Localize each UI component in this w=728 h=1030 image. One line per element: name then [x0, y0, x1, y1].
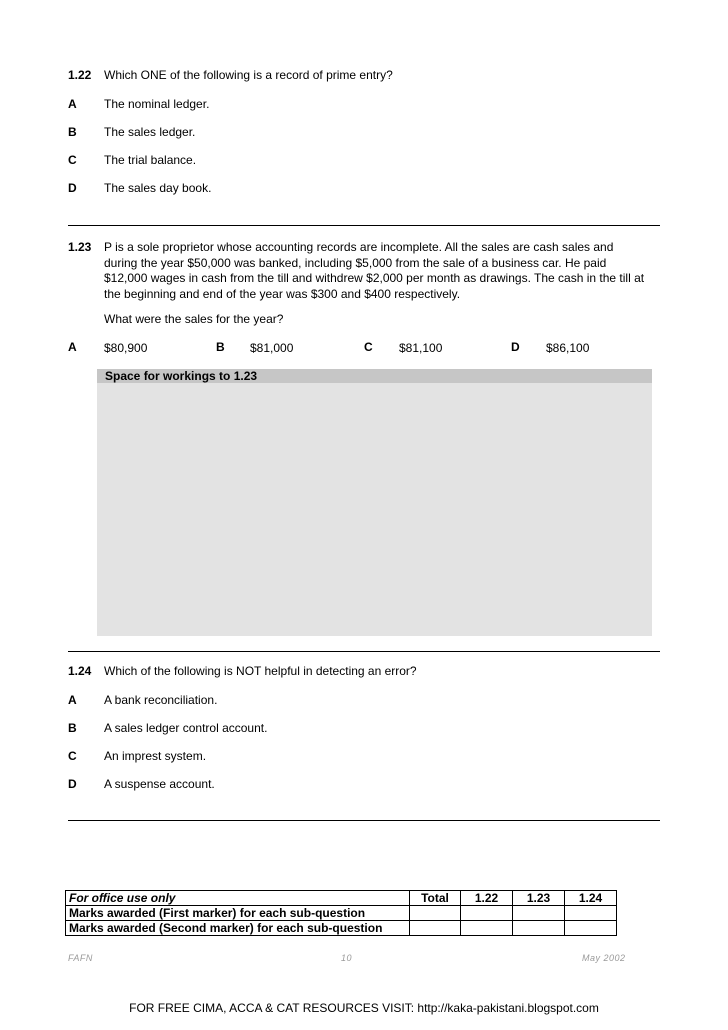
column-header-1-23: 1.23	[513, 891, 565, 906]
workings-header	[97, 369, 652, 383]
question-line: $12,000 wages in cash from the till and withdrew $2,000 per month as drawings. The cash in the till at	[104, 271, 645, 285]
option-letter-a: A	[68, 97, 77, 111]
footer-date: May 2002	[582, 953, 626, 963]
question-text-1-23	[104, 240, 660, 302]
table-row	[66, 891, 617, 906]
mark-cell[interactable]	[513, 906, 565, 921]
question-line: P is a sole proprietor whose accounting records are incomplete. All the sales are cash sales and	[104, 240, 614, 254]
mark-cell[interactable]	[513, 921, 565, 936]
option-text-b: A sales ledger control account.	[104, 721, 268, 735]
option-letter-b: B	[68, 125, 77, 139]
option-letter-a: A	[68, 693, 77, 707]
mark-cell[interactable]	[565, 906, 617, 921]
table-row	[66, 921, 617, 936]
total-header: Total	[410, 891, 461, 906]
question-prompt-1-23: What were the sales for the year?	[104, 312, 284, 326]
row-label-second-marker: Marks awarded (Second marker) for each sub-question	[66, 921, 410, 936]
question-number-1-24: 1.24	[68, 664, 92, 678]
answer-letter-b: B	[216, 340, 225, 354]
option-text-a: The nominal ledger.	[104, 97, 210, 111]
option-letter-b: B	[68, 721, 77, 735]
option-text-d: The sales day book.	[104, 181, 212, 195]
option-text-b: The sales ledger.	[104, 125, 196, 139]
answer-letter-a: A	[68, 340, 77, 354]
option-text-c: The trial balance.	[104, 153, 197, 167]
page-number: 10	[341, 953, 353, 963]
option-text-d: A suspense account.	[104, 777, 215, 791]
option-text-a: A bank reconciliation.	[104, 693, 218, 707]
column-header-1-22: 1.22	[461, 891, 513, 906]
workings-box[interactable]	[97, 369, 652, 636]
column-header-1-24: 1.24	[565, 891, 617, 906]
row-label-first-marker: Marks awarded (First marker) for each sub-question	[66, 906, 410, 921]
answer-value-a: $80,900	[104, 341, 148, 355]
office-use-header: For office use only	[66, 891, 410, 906]
question-text-1-22: Which ONE of the following is a record of prime entry?	[104, 68, 393, 82]
mark-cell[interactable]	[565, 921, 617, 936]
footer-code: FAFN	[68, 953, 93, 963]
answer-letter-d: D	[511, 340, 520, 354]
section-divider	[68, 651, 660, 652]
option-letter-d: D	[68, 181, 77, 195]
section-divider	[68, 820, 660, 821]
option-letter-c: C	[68, 153, 77, 167]
answer-value-b: $81,000	[250, 341, 294, 355]
question-number-1-23: 1.23	[68, 240, 92, 254]
mark-cell[interactable]	[410, 906, 461, 921]
mark-cell[interactable]	[461, 906, 513, 921]
option-text-c: An imprest system.	[104, 749, 207, 763]
section-divider	[68, 225, 660, 226]
question-number-1-22: 1.22	[68, 68, 92, 82]
mark-cell[interactable]	[461, 921, 513, 936]
option-letter-d: D	[68, 777, 77, 791]
office-use-table	[65, 890, 617, 936]
promo-banner: FOR FREE CIMA, ACCA & CAT RESOURCES VISIT: http://kaka-pakistani.blogspot.com	[129, 1001, 599, 1015]
question-text-1-24: Which of the following is NOT helpful in detecting an error?	[104, 664, 417, 678]
answer-value-c: $81,100	[399, 341, 443, 355]
option-letter-c: C	[68, 749, 77, 763]
question-line: the beginning and end of the year was $300 and $400 respectively.	[104, 286, 461, 301]
workings-label: Space for workings to 1.23	[105, 369, 258, 383]
table-row	[66, 906, 617, 921]
answer-value-d: $86,100	[546, 341, 590, 355]
question-line: during the year $50,000 was banked, including $5,000 from the sale of a business car. He paid	[104, 255, 607, 270]
answer-letter-c: C	[364, 340, 373, 354]
mark-cell[interactable]	[410, 921, 461, 936]
